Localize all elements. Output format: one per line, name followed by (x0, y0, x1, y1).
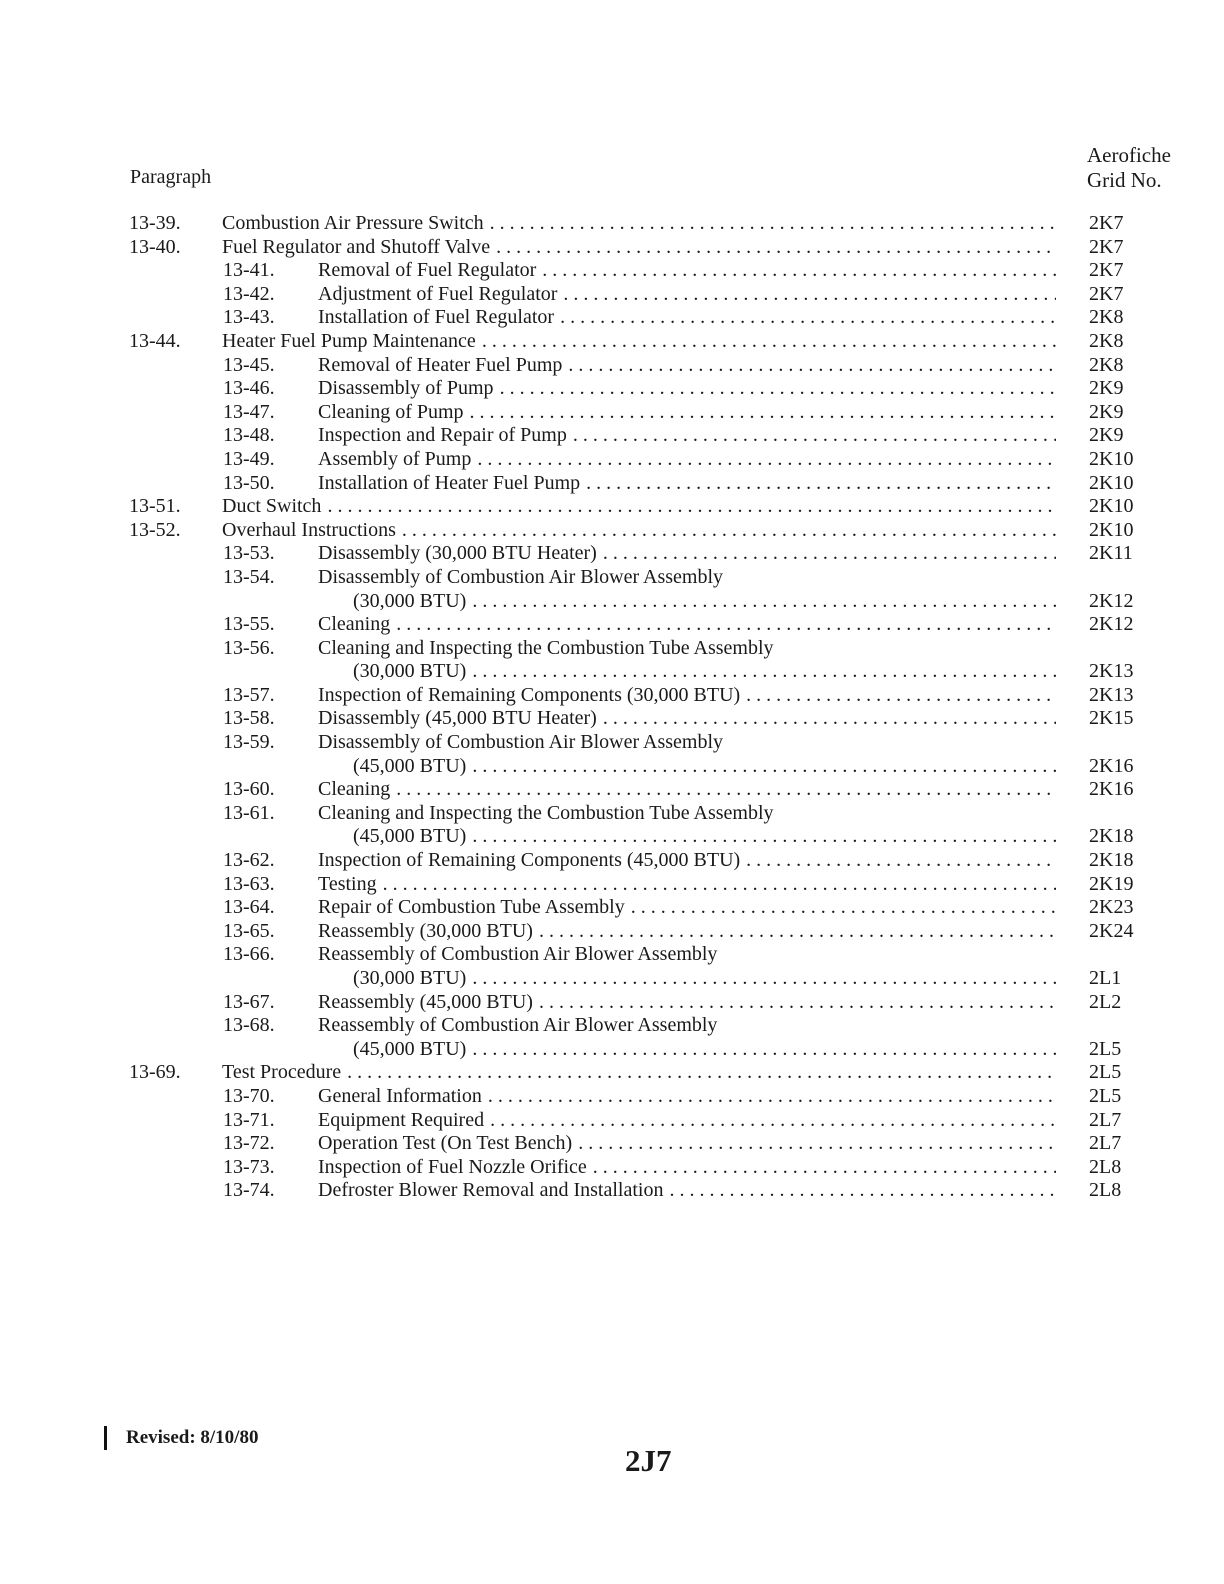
toc-entry-grid: 2K10 (1089, 518, 1134, 541)
toc-entry-number: 13-51. (129, 495, 181, 518)
toc-entry (0, 849, 1224, 873)
dot-leader (567, 424, 1056, 446)
toc-entry-number: 13-69. (129, 1061, 181, 1084)
toc-entry-continuation (0, 755, 1224, 779)
revision-note (104, 1426, 258, 1450)
toc-entry-title-line (222, 519, 1056, 543)
toc-entry (0, 778, 1224, 802)
toc-entry-title-line (318, 424, 1056, 448)
toc-entry (0, 1132, 1224, 1156)
toc-entry (0, 495, 1224, 519)
dot-leader (494, 377, 1056, 399)
toc-entry (0, 684, 1224, 708)
toc-entry-title-line (318, 637, 1056, 661)
toc-entry-number: 13-64. (223, 896, 275, 919)
toc-entry-grid: 2K24 (1089, 919, 1134, 942)
toc-entry-grid: 2K13 (1089, 683, 1134, 706)
revision-bar (104, 1426, 107, 1450)
toc-entry (0, 613, 1224, 637)
toc-entry-title: Disassembly of Pump (318, 377, 494, 400)
toc-entry (0, 873, 1224, 897)
toc-entry-grid: 2K7 (1089, 282, 1124, 305)
toc-entry-number: 13-39. (129, 212, 181, 234)
toc-entry-number: 13-47. (223, 400, 275, 423)
toc-entry-grid: 2K7 (1089, 259, 1124, 282)
toc-entry-grid: 2K8 (1089, 353, 1124, 376)
toc-entry-title-line (318, 991, 1056, 1015)
dot-leader (482, 1085, 1056, 1107)
toc-entry-title: Equipment Required (318, 1108, 485, 1131)
toc-entry-title: General Information (318, 1084, 482, 1107)
toc-entry (0, 1156, 1224, 1180)
toc-entry (0, 448, 1224, 472)
dot-leader (533, 920, 1056, 942)
dot-leader (554, 306, 1056, 328)
toc-entry-grid: 2K19 (1089, 872, 1134, 895)
toc-entry-grid: 2K7 (1089, 235, 1124, 258)
toc-entry-number: 13-59. (223, 731, 275, 754)
toc-entry-title: Cleaning and Inspecting the Combustion Tube Assembly (318, 801, 774, 824)
toc-entry-grid: 2K23 (1089, 896, 1134, 919)
toc-entry-grid: 2K13 (1089, 660, 1134, 683)
toc-entry-title-line (318, 448, 1056, 472)
toc-entry-grid: 2L1 (1089, 967, 1122, 989)
toc-entry-title-line (222, 212, 1056, 236)
toc-entry-title: Heater Fuel Pump Maintenance (222, 329, 476, 352)
toc-entry-title: Inspection of Fuel Nozzle Orifice (318, 1155, 587, 1178)
toc-entry-title-line (318, 1014, 1056, 1038)
toc-entry-number: 13-55. (223, 613, 275, 636)
toc-entry-title: Disassembly of Combustion Air Blower Assembly (318, 565, 723, 588)
toc-entry-title: Reassembly (30,000 BTU) (318, 919, 533, 942)
toc-entry (0, 731, 1224, 755)
toc-entry (0, 283, 1224, 307)
toc-entry (0, 542, 1224, 566)
toc-entry-title-line (318, 1085, 1056, 1109)
toc-entry-title-line (318, 896, 1056, 920)
toc-entry-title: Operation Test (On Test Bench) (318, 1132, 573, 1155)
toc-entry-title: Disassembly of Combustion Air Blower Assembly (318, 731, 723, 754)
toc-entry-title-line (318, 731, 1056, 755)
toc-entry-title-line (318, 943, 1056, 967)
toc-entry-number: 13-65. (223, 919, 275, 942)
toc-entry-title-line (318, 707, 1056, 731)
toc-entry-grid: 2K9 (1089, 377, 1124, 400)
toc-entry-title: Installation of Heater Fuel Pump (318, 471, 581, 494)
dot-leader (484, 212, 1056, 234)
toc-entry-number: 13-58. (223, 707, 275, 730)
toc-entry-grid: 2K11 (1089, 542, 1133, 565)
toc-entry-number: 13-60. (223, 778, 275, 801)
toc-entry-continuation (0, 660, 1224, 684)
toc-entry-title: Overhaul Instructions (222, 518, 396, 541)
dot-leader (466, 1038, 1056, 1060)
dot-leader (536, 259, 1056, 281)
toc-entry-grid: 2K8 (1089, 329, 1124, 352)
toc-entry-number: 13-50. (223, 471, 275, 494)
toc-entry-number: 13-43. (223, 306, 275, 329)
toc-entry-title-continued: (45,000 BTU) (353, 1037, 467, 1060)
toc-entry-title: Cleaning (318, 613, 391, 636)
toc-entry-title-continued: (30,000 BTU) (353, 967, 467, 989)
toc-entry-number: 13-53. (223, 542, 275, 565)
dot-leader (740, 849, 1056, 871)
toc-entry-grid: 2K12 (1089, 589, 1134, 612)
toc-entry (0, 212, 1224, 236)
toc-entry (0, 519, 1224, 543)
dot-leader (466, 590, 1056, 612)
page-number: 2J7 (625, 1443, 672, 1478)
toc-entry-title: Combustion Air Pressure Switch (222, 212, 484, 234)
toc-entry-title: Inspection of Remaining Components (45,000 BTU) (318, 849, 741, 872)
toc-entry-number: 13-48. (223, 424, 275, 447)
toc-entry (0, 920, 1224, 944)
toc-entry-number: 13-44. (129, 329, 181, 352)
toc-entry-title-line (318, 401, 1056, 425)
revised-date: Revised: 8/10/80 (126, 1427, 259, 1448)
dot-leader (390, 778, 1056, 800)
dot-leader (471, 448, 1056, 470)
dot-leader (390, 613, 1056, 635)
toc-entry-continuation (0, 967, 1224, 991)
toc-entry-title: Cleaning (318, 778, 391, 801)
toc-entry-title-line (353, 967, 1056, 991)
toc-entry-grid: 2K9 (1089, 400, 1124, 423)
toc-entry-grid: 2K18 (1089, 849, 1134, 872)
toc-entry-number: 13-40. (129, 235, 181, 258)
toc-entry-grid: 2L8 (1089, 1155, 1122, 1178)
toc-entry-number: 13-67. (223, 990, 275, 1013)
toc-entry (0, 896, 1224, 920)
toc-entry-title: Test Procedure (222, 1061, 342, 1084)
toc-entry-title-line (318, 1132, 1056, 1156)
toc-entry-number: 13-72. (223, 1132, 275, 1155)
toc-entry-number: 13-42. (223, 282, 275, 305)
toc-entry (0, 802, 1224, 826)
toc-entry (0, 330, 1224, 354)
toc-entry-title: Adjustment of Fuel Regulator (318, 282, 558, 305)
toc-entry-grid: 2L5 (1089, 1037, 1122, 1060)
toc-entry-grid: 2L7 (1089, 1132, 1122, 1155)
toc-entry (0, 1085, 1224, 1109)
toc-entry-title: Repair of Combustion Tube Assembly (318, 896, 625, 919)
table-of-contents (0, 212, 1224, 1203)
paragraph-header: Paragraph (130, 166, 212, 188)
toc-entry (0, 1061, 1224, 1085)
toc-entry-number: 13-70. (223, 1084, 275, 1107)
dot-leader (464, 401, 1056, 423)
dot-leader (597, 542, 1056, 564)
toc-entry (0, 707, 1224, 731)
toc-entry-title-continued: (45,000 BTU) (353, 754, 467, 777)
dot-leader (557, 283, 1056, 305)
toc-entry-title-line (353, 1038, 1056, 1062)
toc-entry-title-line (318, 849, 1056, 873)
toc-entry-title-line (318, 802, 1056, 826)
dot-leader (466, 967, 1056, 989)
toc-entry-title-line (318, 684, 1056, 708)
toc-entry-continuation (0, 825, 1224, 849)
toc-entry-title-line (318, 354, 1056, 378)
dot-leader (663, 1179, 1056, 1201)
toc-entry (0, 472, 1224, 496)
toc-entry-grid: 2K8 (1089, 306, 1124, 329)
toc-entry-title: Duct Switch (222, 495, 322, 518)
dot-leader (396, 519, 1056, 541)
dot-leader (484, 1109, 1056, 1131)
toc-entry-title: Reassembly (45,000 BTU) (318, 990, 533, 1013)
toc-entry-grid: 2K15 (1089, 707, 1134, 730)
toc-entry-title-line (318, 613, 1056, 637)
toc-entry (0, 1109, 1224, 1133)
dot-leader (476, 330, 1056, 352)
toc-entry-title-line (353, 755, 1056, 779)
dot-leader (572, 1132, 1056, 1154)
toc-entry (0, 236, 1224, 260)
toc-entry-grid: 2K18 (1089, 825, 1134, 848)
toc-entry-title-line (318, 542, 1056, 566)
toc-entry-title-line (318, 306, 1056, 330)
toc-entry-title-line (318, 259, 1056, 283)
toc-entry-title: Installation of Fuel Regulator (318, 306, 555, 329)
toc-entry-title: Cleaning and Inspecting the Combustion Tube Assembly (318, 636, 774, 659)
dot-leader (377, 873, 1056, 895)
toc-entry-title-continued: (45,000 BTU) (353, 825, 467, 848)
toc-entry-title: Reassembly of Combustion Air Blower Assembly (318, 943, 718, 966)
toc-entry-title-line (318, 1156, 1056, 1180)
toc-entry-number: 13-73. (223, 1155, 275, 1178)
toc-entry-title-line (353, 660, 1056, 684)
toc-entry-grid: 2L5 (1089, 1061, 1122, 1084)
toc-entry-title-line (353, 590, 1056, 614)
dot-leader (597, 707, 1056, 729)
dot-leader (466, 755, 1056, 777)
dot-leader (341, 1061, 1056, 1083)
dot-leader (466, 660, 1056, 682)
dot-leader (321, 495, 1056, 517)
grid-header-line2: Grid No. (1087, 168, 1162, 192)
toc-entry-number: 13-62. (223, 849, 275, 872)
toc-entry-number: 13-52. (129, 518, 181, 541)
toc-entry-number: 13-74. (223, 1179, 275, 1202)
toc-entry-grid: 2K7 (1089, 212, 1124, 234)
toc-entry-number: 13-63. (223, 872, 275, 895)
toc-entry-grid: 2K12 (1089, 613, 1134, 636)
toc-entry-title-line (318, 778, 1056, 802)
toc-entry (0, 637, 1224, 661)
toc-entry (0, 943, 1224, 967)
dot-leader (533, 991, 1056, 1013)
toc-entry-title-line (222, 1061, 1056, 1085)
toc-entry-number: 13-45. (223, 353, 275, 376)
toc-entry-title-line (222, 330, 1056, 354)
toc-entry-grid: 2K10 (1089, 495, 1134, 518)
toc-entry-continuation (0, 1038, 1224, 1062)
toc-entry-title: Disassembly (45,000 BTU Heater) (318, 707, 597, 730)
dot-leader (490, 236, 1056, 258)
toc-entry-number: 13-41. (223, 259, 275, 282)
toc-entry-grid: 2L2 (1089, 990, 1122, 1013)
toc-entry (0, 377, 1224, 401)
toc-entry-title-continued: (30,000 BTU) (353, 660, 467, 683)
toc-entry-number: 13-49. (223, 447, 275, 470)
toc-entry-number: 13-46. (223, 377, 275, 400)
toc-entry-number: 13-66. (223, 943, 275, 966)
toc-entry-title-line (318, 283, 1056, 307)
toc-entry (0, 259, 1224, 283)
toc-entry-number: 13-56. (223, 636, 275, 659)
toc-entry-number: 13-54. (223, 565, 275, 588)
toc-entry-grid: 2K10 (1089, 471, 1134, 494)
toc-entry (0, 306, 1224, 330)
toc-entry (0, 1179, 1224, 1203)
toc-entry (0, 991, 1224, 1015)
toc-entry-title: Cleaning of Pump (318, 400, 464, 423)
toc-entry-title-line (222, 495, 1056, 519)
dot-leader (562, 354, 1056, 376)
toc-entry-number: 13-68. (223, 1014, 275, 1037)
toc-entry-title: Fuel Regulator and Shutoff Valve (222, 235, 491, 258)
toc-entry-title: Testing (318, 872, 377, 895)
toc-entry (0, 566, 1224, 590)
toc-entry-title: Removal of Fuel Regulator (318, 259, 537, 282)
toc-entry (0, 424, 1224, 448)
toc-entry-number: 13-57. (223, 683, 275, 706)
toc-entry-grid: 2L7 (1089, 1108, 1122, 1131)
grid-header (1087, 143, 1171, 193)
toc-entry-grid: 2K10 (1089, 447, 1134, 470)
toc-entry-title-continued: (30,000 BTU) (353, 589, 467, 612)
toc-entry (0, 354, 1224, 378)
toc-entry-title-line (318, 377, 1056, 401)
toc-entry-title-line (318, 873, 1056, 897)
toc-entry-grid: 2K9 (1089, 424, 1124, 447)
toc-entry-number: 13-61. (223, 801, 275, 824)
dot-leader (625, 896, 1056, 918)
toc-entry-title-line (318, 920, 1056, 944)
toc-entry-title-line (222, 236, 1056, 260)
dot-leader (740, 684, 1056, 706)
toc-entry-title-line (318, 566, 1056, 590)
toc-entry-title: Inspection of Remaining Components (30,000 BTU) (318, 683, 741, 706)
toc-entry-title: Defroster Blower Removal and Installation (318, 1179, 664, 1202)
toc-entry-title-line (318, 472, 1056, 496)
toc-entry-title-line (318, 1179, 1056, 1203)
toc-entry-number: 13-71. (223, 1108, 275, 1131)
toc-entry-title-line (318, 1109, 1056, 1133)
toc-entry-grid: 2K16 (1089, 778, 1134, 801)
toc-entry (0, 401, 1224, 425)
dot-leader (466, 825, 1056, 847)
toc-entry-grid: 2L8 (1089, 1179, 1122, 1202)
toc-entry-title-line (353, 825, 1056, 849)
toc-entry (0, 1014, 1224, 1038)
dot-leader (587, 1156, 1056, 1178)
toc-entry-title: Inspection and Repair of Pump (318, 424, 567, 447)
toc-entry-continuation (0, 590, 1224, 614)
toc-entry-title: Reassembly of Combustion Air Blower Assembly (318, 1014, 718, 1037)
toc-entry-title: Disassembly (30,000 BTU Heater) (318, 542, 597, 565)
toc-entry-title: Assembly of Pump (318, 447, 472, 470)
toc-entry-grid: 2L5 (1089, 1084, 1122, 1107)
toc-entry-grid: 2K16 (1089, 754, 1134, 777)
dot-leader (580, 472, 1056, 494)
grid-header-line1: Aerofiche (1087, 143, 1171, 167)
toc-entry-title: Removal of Heater Fuel Pump (318, 353, 563, 376)
